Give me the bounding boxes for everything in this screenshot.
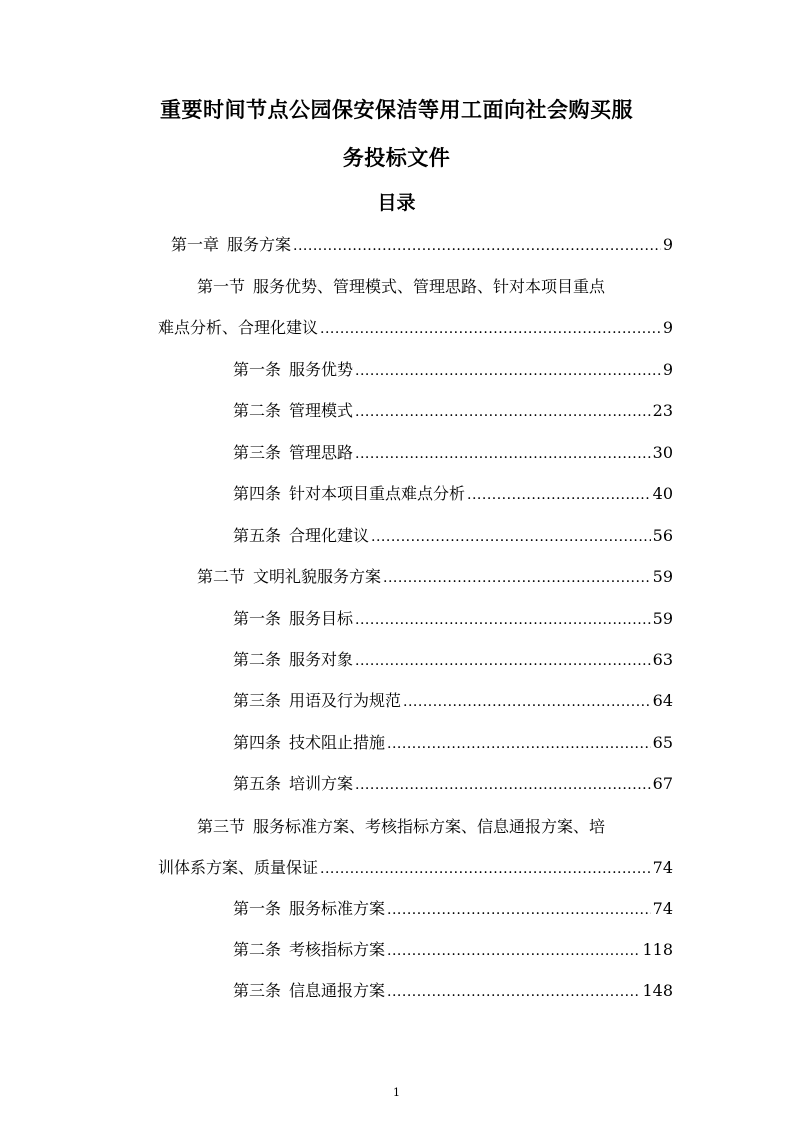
toc-entry-s3-article-2[interactable] [233, 939, 673, 962]
toc-dot-leader [387, 899, 651, 921]
toc-dot-leader [355, 360, 661, 382]
toc-entry-title: 针对本项目重点难点分析 [289, 484, 466, 503]
toc-entry-section-1-line2[interactable] [158, 317, 673, 340]
toc-entry-number: 第一条 [233, 360, 282, 379]
toc-entry-page: 9 [662, 235, 673, 254]
toc-dot-leader [383, 567, 651, 589]
toc-dot-leader [355, 774, 651, 796]
toc-entry-title: 服务优势 [289, 360, 354, 379]
toc-entry-s1-article-1[interactable] [233, 359, 673, 382]
toc-entry-number: 第三条 [233, 443, 282, 462]
toc-dot-leader [355, 650, 651, 672]
toc-entry-number: 第三节 [197, 817, 246, 836]
toc-entry-section-2[interactable] [197, 566, 673, 589]
toc-entry-page: 59 [652, 567, 673, 586]
toc-entry-s1-article-3[interactable] [233, 442, 673, 465]
toc-entry-title: 文明礼貌服务方案 [253, 567, 382, 586]
toc-entry-title: 培训方案 [289, 774, 354, 793]
toc-entry-s1-article-5[interactable] [233, 525, 673, 548]
toc-entry-number: 第二条 [233, 650, 282, 669]
toc-entry-title: 服务目标 [289, 609, 354, 628]
toc-dot-leader [371, 526, 651, 548]
toc-entry-title: 信息通报方案 [289, 981, 386, 1000]
toc-entry-s2-article-3[interactable] [233, 690, 673, 713]
toc-entry-page: 64 [652, 691, 673, 710]
toc-entry-s2-article-1[interactable] [233, 608, 673, 631]
toc-entry-s3-article-3[interactable] [233, 980, 673, 1003]
toc-entry-page: 30 [652, 443, 673, 462]
toc-entry-page: 23 [652, 401, 673, 420]
toc-entry-title: 管理思路 [289, 443, 354, 462]
toc-entry-number: 第二条 [233, 401, 282, 420]
toc-entry-title: 考核指标方案 [289, 940, 386, 959]
toc-entry-title: 服务优势、管理模式、管理思路、针对本项目重点 [253, 277, 606, 296]
toc-dot-leader [293, 235, 661, 257]
toc-dot-leader [387, 940, 640, 962]
toc-entry-page: 148 [642, 981, 673, 1000]
toc-dot-leader [355, 443, 651, 465]
toc-entry-number: 第一节 [197, 277, 246, 296]
toc-entry-number: 第五条 [233, 526, 282, 545]
toc-entry-title: 用语及行为规范 [289, 691, 402, 710]
toc-entry-page: 74 [652, 858, 673, 877]
toc-entry-page: 9 [662, 318, 673, 337]
toc-entry-title: 服务标准方案 [289, 899, 386, 918]
toc-heading: 目录 [377, 192, 416, 214]
toc-entry-chapter-1[interactable] [171, 234, 673, 257]
toc-entry-number: 第三条 [233, 981, 282, 1000]
toc-entry-number: 第五条 [233, 774, 282, 793]
toc-dot-leader [355, 609, 651, 631]
toc-entry-number: 第一条 [233, 899, 282, 918]
toc-entry-page: 40 [652, 484, 673, 503]
toc-entry-title: 技术阻止措施 [289, 733, 386, 752]
toc-entry-title: 训体系方案、质量保证 [158, 858, 319, 877]
toc-entry-page: 56 [652, 526, 673, 545]
toc-entry-title: 服务方案 [227, 235, 292, 254]
toc-entry-number: 第一条 [233, 609, 282, 628]
toc-entry-title: 服务标准方案、考核指标方案、信息通报方案、培 [253, 817, 606, 836]
toc-entry-page: 118 [642, 940, 673, 959]
toc-entry-title: 服务对象 [289, 650, 354, 669]
toc-entry-page: 59 [652, 609, 673, 628]
toc-entry-page: 9 [662, 360, 673, 379]
toc-entry-page: 63 [652, 650, 673, 669]
toc-entry-number: 第二条 [233, 940, 282, 959]
toc-entry-number: 第四条 [233, 484, 282, 503]
toc-entry-title: 管理模式 [289, 401, 354, 420]
toc-entry-number: 第四条 [233, 733, 282, 752]
toc-entry-title: 合理化建议 [289, 526, 370, 545]
toc-dot-leader [387, 981, 640, 1003]
toc-entry-section-3-line1[interactable] [197, 816, 673, 838]
toc-dot-leader [403, 691, 651, 713]
toc-dot-leader [355, 401, 651, 423]
toc-entry-page: 67 [652, 774, 673, 793]
toc-entry-number: 第一章 [171, 235, 220, 254]
toc-entry-s2-article-5[interactable] [233, 773, 673, 796]
toc-entry-page: 74 [652, 899, 673, 918]
toc-dot-leader [387, 733, 651, 755]
toc-entry-number: 第三条 [233, 691, 282, 710]
toc-dot-leader [320, 318, 661, 340]
toc-entry-s2-article-4[interactable] [233, 732, 673, 755]
toc-entry-section-1-line1[interactable] [197, 276, 673, 298]
toc-entry-page: 65 [652, 733, 673, 752]
toc-entry-s1-article-4[interactable] [233, 483, 673, 506]
toc-dot-leader [320, 858, 651, 880]
document-title-line1: 重要时间节点公园保安保洁等用工面向社会购买服 [160, 98, 633, 122]
toc-entry-section-3-line2[interactable] [158, 857, 673, 880]
toc-entry-s2-article-2[interactable] [233, 649, 673, 672]
toc-entry-title: 难点分析、合理化建议 [158, 318, 319, 337]
toc-entry-s1-article-2[interactable] [233, 400, 673, 423]
toc-entry-s3-article-1[interactable] [233, 898, 673, 921]
document-title-line2: 务投标文件 [342, 146, 451, 170]
toc-entry-number: 第二节 [197, 567, 246, 586]
toc-dot-leader [467, 484, 651, 506]
page-number: 1 [393, 1086, 400, 1099]
